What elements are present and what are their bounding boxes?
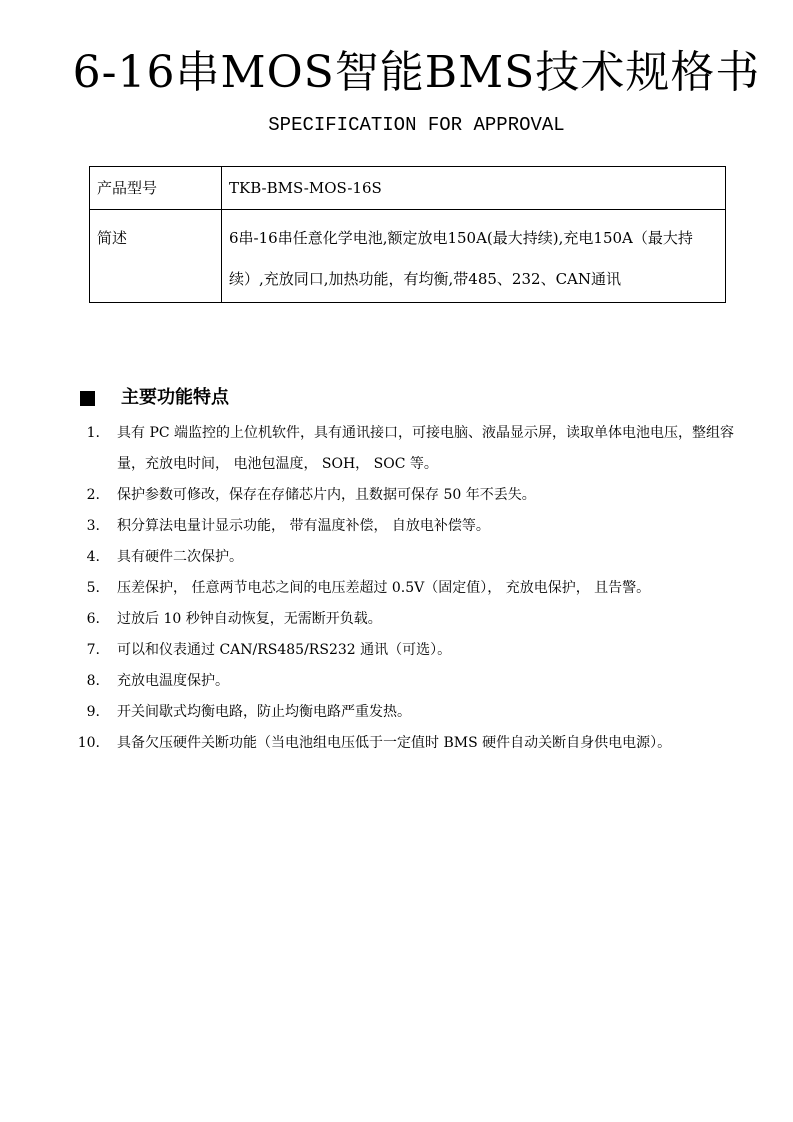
document-title: 6-16串MOS智能BMS技术规格书 (72, 47, 761, 98)
list-item (70, 480, 750, 511)
list-item (70, 542, 750, 573)
list-item (70, 573, 750, 604)
table-key-cell: 产品型号 (90, 167, 222, 210)
spec-table (89, 166, 726, 303)
table-value-cell: TKB-BMS-MOS-16S (222, 167, 726, 210)
list-item (70, 666, 750, 697)
list-item (70, 604, 750, 635)
list-item-text: 过放后 10 秒钟自动恢复，无需断开负载。 (117, 611, 382, 627)
list-item-number: 9. (86, 704, 100, 720)
square-bullet-icon (80, 391, 95, 406)
list-item-text: 具有硬件二次保护。 (117, 549, 243, 565)
list-item (70, 418, 750, 480)
list-item (70, 728, 750, 759)
feature-list (70, 418, 750, 759)
table-row (90, 210, 726, 303)
table-row (90, 167, 726, 210)
list-item-text: 开关间歇式均衡电路，防止均衡电路严重发热。 (117, 704, 411, 720)
list-item (70, 635, 750, 666)
document-subtitle: SPECIFICATION FOR APPROVAL (268, 114, 565, 136)
list-item-text: 压差保护， 任意两节电芯之间的电压差超过 0.5V（固定值）， 充放电保护， 且告警。 (117, 580, 651, 596)
list-item-text: 具备欠压硬件关断功能（当电池组电压低于一定值时 BMS 硬件自动关断自身供电电源）。 (117, 735, 672, 751)
list-item (70, 511, 750, 542)
list-item-text: 充放电温度保护。 (117, 673, 229, 689)
list-item-number: 6. (86, 611, 100, 627)
list-item-number: 3. (86, 518, 100, 534)
list-item-text: 具有 PC 端监控的上位机软件，具有通讯接口，可接电脑、液晶显示屏，读取单体电池电压，整组容量，充放电时间， 电池包温度， SOH， SOC 等。 (117, 425, 735, 472)
list-item-number: 2. (86, 487, 100, 503)
list-item-text: 积分算法电量计显示功能， 带有温度补偿， 自放电补偿等。 (117, 518, 490, 534)
list-item-text: 保护参数可修改，保存在存储芯片内，且数据可保存 50 年不丢失。 (117, 487, 536, 503)
list-item-number: 4. (86, 549, 100, 565)
list-item-number: 10. (77, 735, 100, 751)
section-heading (80, 384, 229, 412)
list-item-number: 1. (86, 425, 100, 441)
list-item-number: 8. (86, 673, 100, 689)
list-item (70, 697, 750, 728)
section-title: 主要功能特点 (121, 387, 229, 408)
list-item-text: 可以和仪表通过 CAN/RS485/RS232 通讯（可选）。 (117, 642, 452, 658)
list-item-number: 7. (86, 642, 100, 658)
table-value-cell: 6串-16串任意化学电池,额定放电150A(最大持续),充电150A（最大持续）,充放同口,加热功能，有均衡,带485、232、CAN通讯 (222, 210, 726, 303)
table-key-cell: 简述 (90, 210, 222, 303)
list-item-number: 5. (86, 580, 100, 596)
